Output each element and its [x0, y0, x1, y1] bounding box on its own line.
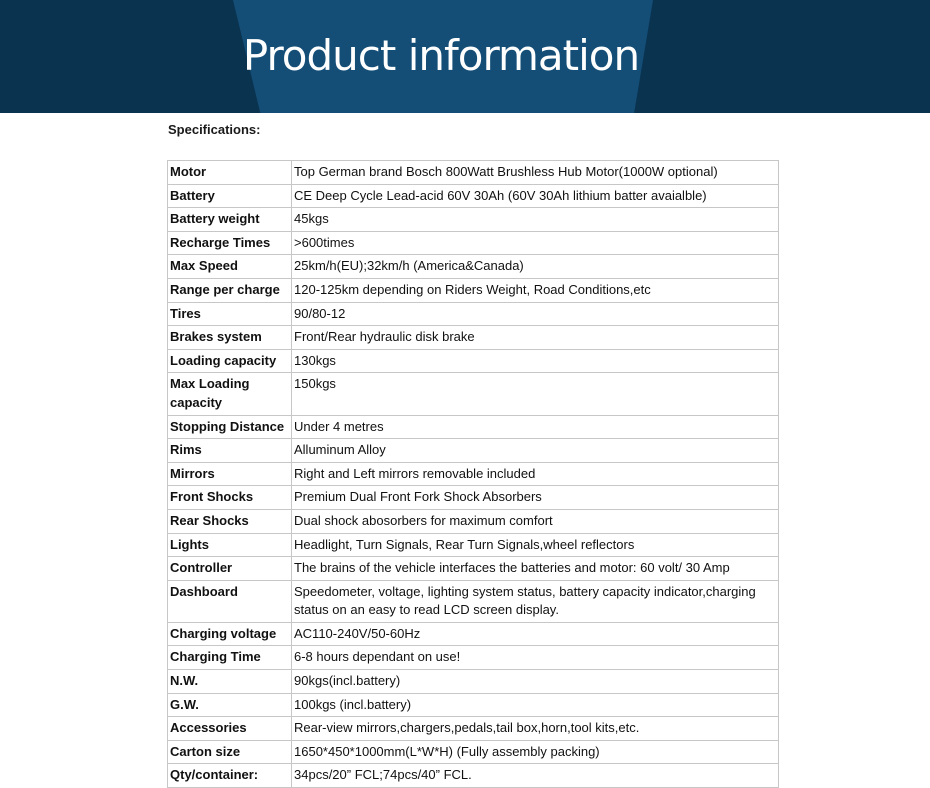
- spec-name: Max Loading capacity: [168, 373, 292, 415]
- table-row: [168, 302, 779, 326]
- table-row: [168, 764, 779, 788]
- spec-name: Dashboard: [168, 580, 292, 622]
- spec-value: Front/Rear hydraulic disk brake: [292, 326, 779, 350]
- spec-value: CE Deep Cycle Lead-acid 60V 30Ah (60V 30Ah lithium batter avaialble): [292, 184, 779, 208]
- spec-name: Brakes system: [168, 326, 292, 350]
- table-row: [168, 231, 779, 255]
- table-row: [168, 255, 779, 279]
- spec-value: Headlight, Turn Signals, Rear Turn Signals,wheel reflectors: [292, 533, 779, 557]
- spec-value: 34pcs/20” FCL;74pcs/40” FCL.: [292, 764, 779, 788]
- spec-value: >600times: [292, 231, 779, 255]
- spec-value: 100kgs (incl.battery): [292, 693, 779, 717]
- page-title: Product information: [242, 31, 640, 80]
- table-row: [168, 670, 779, 694]
- spec-value: 90/80-12: [292, 302, 779, 326]
- table-row: [168, 349, 779, 373]
- table-row: [168, 693, 779, 717]
- spec-value: 120-125km depending on Riders Weight, Road Conditions,etc: [292, 278, 779, 302]
- table-row: [168, 717, 779, 741]
- table-row: [168, 486, 779, 510]
- spec-value: 25km/h(EU);32km/h (America&Canada): [292, 255, 779, 279]
- table-row: [168, 415, 779, 439]
- spec-value: Under 4 metres: [292, 415, 779, 439]
- spec-name: Motor: [168, 161, 292, 185]
- table-row: [168, 208, 779, 232]
- table-row: [168, 373, 779, 415]
- spec-name: Charging Time: [168, 646, 292, 670]
- spec-name: N.W.: [168, 670, 292, 694]
- spec-value: Alluminum Alloy: [292, 439, 779, 463]
- table-row: [168, 509, 779, 533]
- specifications-heading: Specifications:: [168, 122, 261, 137]
- spec-value: 1650*450*1000mm(L*W*H) (Fully assembly packing): [292, 740, 779, 764]
- spec-name: Rims: [168, 439, 292, 463]
- spec-name: Range per charge: [168, 278, 292, 302]
- spec-value: Right and Left mirrors removable included: [292, 462, 779, 486]
- table-row: [168, 557, 779, 581]
- spec-name: Mirrors: [168, 462, 292, 486]
- spec-value: 90kgs(incl.battery): [292, 670, 779, 694]
- spec-value: Speedometer, voltage, lighting system status, battery capacity indicator,charging status on an easy to read LCD screen display.: [292, 580, 779, 622]
- spec-value: 130kgs: [292, 349, 779, 373]
- table-row: [168, 278, 779, 302]
- table-row: [168, 161, 779, 185]
- table-row: [168, 533, 779, 557]
- spec-value: The brains of the vehicle interfaces the batteries and motor: 60 volt/ 30 Amp: [292, 557, 779, 581]
- spec-name: Battery: [168, 184, 292, 208]
- spec-name: Tires: [168, 302, 292, 326]
- spec-name: Carton size: [168, 740, 292, 764]
- spec-value: 150kgs: [292, 373, 779, 415]
- spec-name: Charging voltage: [168, 622, 292, 646]
- spec-name: Front Shocks: [168, 486, 292, 510]
- spec-value: 45kgs: [292, 208, 779, 232]
- spec-value: Rear-view mirrors,chargers,pedals,tail box,horn,tool kits,etc.: [292, 717, 779, 741]
- spec-name: G.W.: [168, 693, 292, 717]
- spec-name: Rear Shocks: [168, 509, 292, 533]
- specifications-table: [167, 160, 779, 788]
- spec-value: AC110-240V/50-60Hz: [292, 622, 779, 646]
- table-row: [168, 740, 779, 764]
- table-row: [168, 439, 779, 463]
- spec-value: Dual shock abosorbers for maximum comfort: [292, 509, 779, 533]
- header-banner: [0, 0, 930, 113]
- spec-name: Stopping Distance: [168, 415, 292, 439]
- spec-name: Qty/container:: [168, 764, 292, 788]
- table-row: [168, 580, 779, 622]
- spec-name: Accessories: [168, 717, 292, 741]
- table-row: [168, 326, 779, 350]
- spec-value: Premium Dual Front Fork Shock Absorbers: [292, 486, 779, 510]
- spec-name: Recharge Times: [168, 231, 292, 255]
- table-row: [168, 462, 779, 486]
- spec-name: Battery weight: [168, 208, 292, 232]
- table-row: [168, 184, 779, 208]
- spec-name: Loading capacity: [168, 349, 292, 373]
- table-row: [168, 622, 779, 646]
- spec-name: Controller: [168, 557, 292, 581]
- table-row: [168, 646, 779, 670]
- spec-value: 6-8 hours dependant on use!: [292, 646, 779, 670]
- spec-value: Top German brand Bosch 800Watt Brushless Hub Motor(1000W optional): [292, 161, 779, 185]
- spec-name: Lights: [168, 533, 292, 557]
- spec-name: Max Speed: [168, 255, 292, 279]
